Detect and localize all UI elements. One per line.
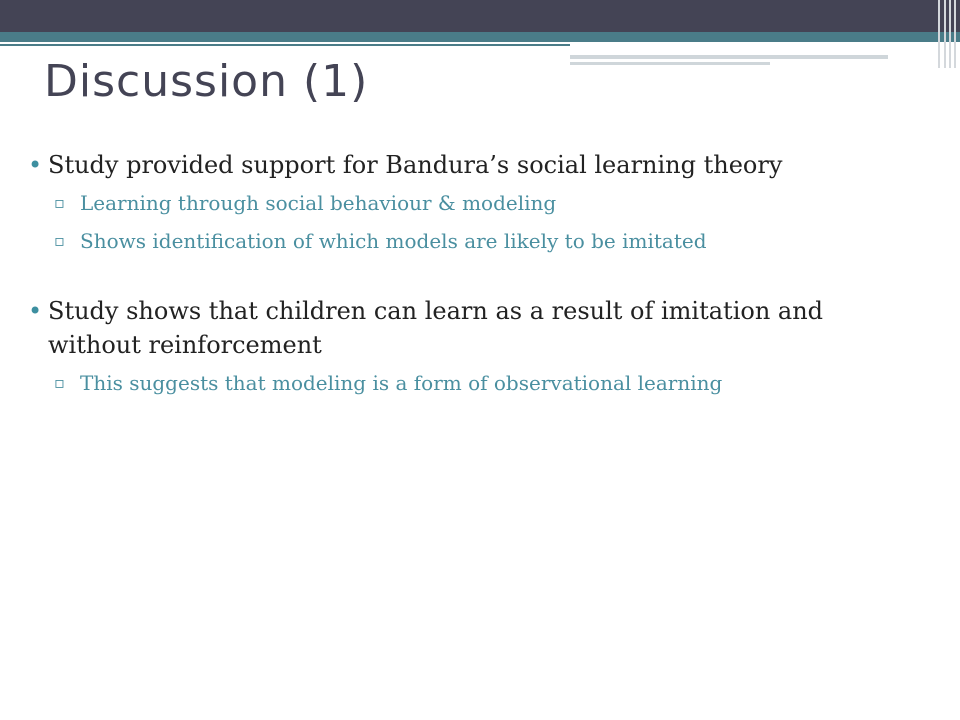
sub-bullet-item <box>28 222 908 260</box>
sub-bullet-text: Learning through social behaviour & modeling <box>80 191 557 215</box>
sub-bullet-item <box>28 184 908 222</box>
square-bullet-icon: ▫ <box>54 373 65 392</box>
corner-decoration <box>936 0 960 68</box>
header-rule <box>0 44 570 46</box>
header-rule-light <box>570 55 888 59</box>
sub-bullet-item <box>28 364 908 402</box>
square-bullet-icon: ▫ <box>54 193 65 212</box>
square-bullet-icon: ▫ <box>54 231 65 250</box>
bullet-item <box>28 148 908 182</box>
slide-body <box>28 148 908 402</box>
sub-bullet-text: Shows identification of which models are likely to be imitated <box>80 229 707 253</box>
header-accent-stripe <box>0 32 960 42</box>
round-bullet-icon: • <box>28 297 43 325</box>
sub-bullet-text: This suggests that modeling is a form of observational learning <box>80 371 723 395</box>
round-bullet-icon: • <box>28 151 43 179</box>
bullet-item <box>28 294 908 362</box>
slide-title: Discussion (1) <box>44 56 369 107</box>
header-band <box>0 0 960 32</box>
bullet-text: Study shows that children can learn as a result of imitation and without reinforcement <box>48 297 824 359</box>
bullet-text: Study provided support for Bandura’s social learning theory <box>48 151 783 179</box>
header-rule-light-short <box>570 62 770 65</box>
